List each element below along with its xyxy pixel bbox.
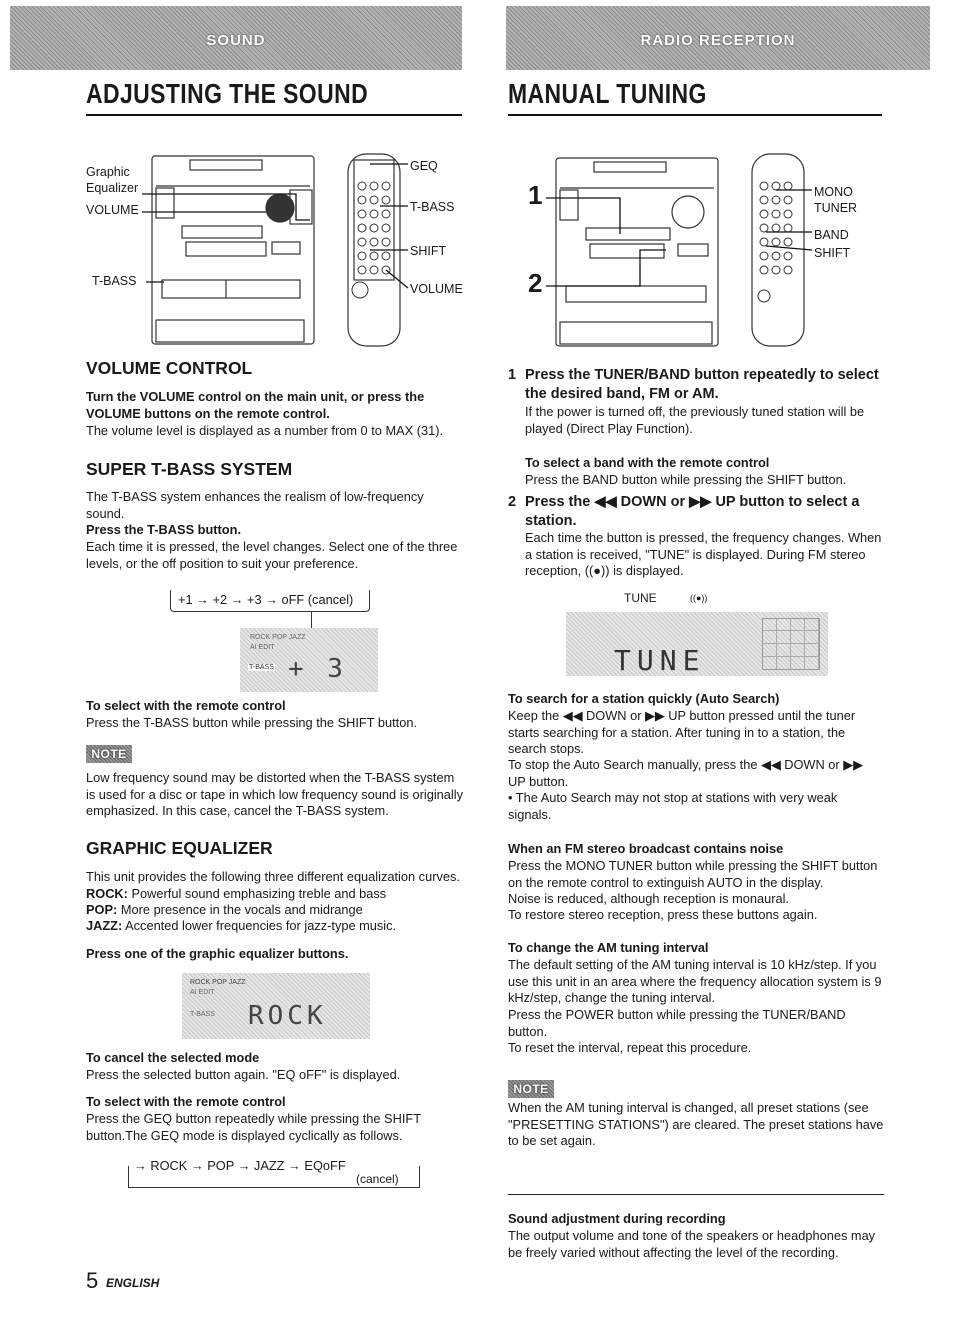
label-graphic-equalizer: Graphic Equalizer [86, 165, 139, 195]
volume-instruction: Turn the VOLUME control on the main unit, or press the VOLUME buttons on the remote control. [86, 389, 425, 421]
geq-remote-heading: To select with the remote control [86, 1094, 286, 1109]
stereo-unit-illustration [86, 150, 466, 350]
fm-noise-text2: Noise is reduced, although reception is monaural. [508, 891, 789, 906]
step-1-text: If the power is turned off, the previously tuned station will be played (Direct Play Function). [525, 404, 865, 436]
tbass-press: Press the T-BASS button. [86, 522, 241, 537]
lcd-tag2: AI EDIT [190, 989, 215, 996]
am-interval-heading: To change the AM tuning interval [508, 940, 709, 955]
page-number: 5 [86, 1268, 99, 1293]
fm-noise-text3: To restore stereo reception, press these buttons again. [508, 907, 818, 922]
stereo-figure-right [520, 150, 900, 350]
am-note-text: When the AM tuning interval is changed, all preset stations (see "PRESETTING STATIONS") are cleared. The preset stations have to be set again. [508, 1100, 884, 1149]
label-geq: GEQ [410, 159, 438, 173]
tbass-note-text: Low frequency sound may be distorted when the T-BASS system is used for a disc or tape in which low frequency sound is originally emphasized. In this case, cancel the T-BASS system. [86, 770, 463, 819]
section-banner-radio [506, 6, 930, 70]
band-remote-text: Press the BAND button while pressing the SHIFT button. [525, 472, 847, 487]
geq-flow-cancel: (cancel) [356, 1172, 399, 1186]
title-rule [86, 114, 462, 116]
geq-cancel-text: Press the selected button again. "EQ oFF" is displayed. [86, 1067, 401, 1082]
fm-noise-heading: When an FM stereo broadcast contains noise [508, 841, 784, 856]
geq-flow: → ROCK → POP → JAZZ → EQoFF [134, 1158, 350, 1175]
label-shift: SHIFT [410, 244, 447, 258]
fm-noise-text: Press the MONO TUNER button while pressing the SHIFT button on the remote control to extinguish AUTO in the display. [508, 858, 878, 890]
recording-text: The output volume and tone of the speakers or headphones may be freely varied without affecting the level of the recording. [508, 1228, 876, 1260]
auto-search-text2: To stop the Auto Search manually, press the ◀◀ DOWN or ▶▶ UP button. [508, 757, 863, 789]
label-volume: VOLUME [86, 203, 139, 217]
am-interval-text3: To reset the interval, repeat this procedure. [508, 1040, 752, 1055]
geq-lcd-display [182, 973, 370, 1039]
lcd-value: + 3 [288, 654, 347, 684]
jazz-label: JAZZ: [86, 918, 123, 933]
step-1-instruction: Press the TUNER/BAND button repeatedly to select the desired band, FM or AM. [525, 367, 879, 402]
page-title-right: MANUAL TUNING [508, 78, 707, 109]
geq-rock [86, 886, 464, 903]
lcd-tags: ROCK POP JAZZ [190, 979, 246, 986]
recording-heading: Sound adjustment during recording [508, 1211, 726, 1226]
heading-graphic-equalizer: GRAPHIC EQUALIZER [86, 838, 273, 858]
label-tbass: T-BASS [92, 274, 137, 288]
step-2-instruction: Press the ◀◀ DOWN or ▶▶ UP button to select a station. [525, 494, 860, 529]
tuning-lcd-display [566, 612, 828, 676]
lcd-tbass-indicator: T-BASS [249, 664, 274, 671]
lcd-stereo-label: ((●)) [690, 593, 708, 603]
figure-step-1: 1 [528, 180, 543, 210]
auto-search-bullet: • The Auto Search may not stop at stations with very weak signals. [508, 790, 838, 822]
lcd-grid [762, 618, 820, 670]
volume-text: The volume level is displayed as a number from 0 to MAX (31). [86, 423, 444, 438]
language-label: ENGLISH [106, 1276, 160, 1290]
rock-text: Powerful sound emphasizing treble and bass [127, 886, 387, 901]
tbass-text: The T-BASS system enhances the realism of low-frequency sound. [86, 489, 424, 521]
label-remote-volume: VOLUME [410, 282, 463, 296]
label-remote-tbass: T-BASS [410, 200, 455, 214]
label-band: BAND [814, 228, 849, 242]
note-badge: NOTE [86, 745, 132, 763]
geq-pop [86, 902, 464, 919]
tbass-text2: Each time it is pressed, the level changes. Select one of the three levels, or the off position to suit your preference. [86, 539, 458, 571]
pop-label: POP: [86, 902, 118, 917]
lcd-value: TUNE [614, 644, 706, 677]
banner-label: SOUND [206, 32, 266, 49]
auto-search-text: Keep the ◀◀ DOWN or ▶▶ UP button pressed until the tuner starts searching for a station. After tuning in to a station, the search stops. [508, 708, 856, 757]
banner-label: RADIO RECEPTION [640, 32, 796, 49]
band-remote-heading: To select a band with the remote control [525, 455, 770, 470]
geq-intro: This unit provides the following three different equalization curves. [86, 869, 460, 884]
jazz-text: Accented lower frequencies for jazz-type music. [122, 918, 397, 933]
page-title-left: ADJUSTING THE SOUND [86, 78, 369, 109]
am-interval-text2: Press the POWER button while pressing the TUNER/BAND button. [508, 1007, 846, 1039]
tbass-cycle: +1 → +2 → +3 → oFF (cancel) [178, 592, 354, 607]
step-2-number: 2 [508, 494, 517, 510]
section-divider [508, 1194, 884, 1195]
auto-search-heading: To search for a station quickly (Auto Search) [508, 691, 780, 706]
tbass-remote-heading: To select with the remote control [86, 698, 286, 713]
step-1-number: 1 [508, 367, 517, 383]
lcd-tags: ROCK POP JAZZ [250, 634, 306, 641]
figure-step-2: 2 [528, 268, 543, 298]
geq-remote-text: Press the GEQ button repeatedly while pressing the SHIFT button.The GEQ mode is displayed cyclically as follows. [86, 1111, 421, 1143]
label-mono-tuner: MONO TUNER [814, 185, 858, 215]
geq-jazz [86, 918, 464, 935]
heading-volume-control: VOLUME CONTROL [86, 358, 253, 378]
tbass-lcd-display [240, 628, 378, 692]
step-2-text: Each time the button is pressed, the frequency changes. When a station is received, "TUNE" is displayed. During FM stereo reception, ((●)) is displayed. [525, 530, 882, 579]
note-badge: NOTE [508, 1080, 554, 1098]
lcd-value: ROCK [248, 1001, 327, 1031]
rock-label: ROCK: [86, 886, 128, 901]
heading-super-tbass: SUPER T-BASS SYSTEM [86, 459, 293, 479]
section-banner-sound [10, 6, 462, 70]
stereo-figure-left [86, 150, 466, 350]
lcd-tag2: AI EDIT [250, 644, 275, 651]
pop-text: More presence in the vocals and midrange [117, 902, 363, 917]
title-rule [508, 114, 882, 116]
tbass-remote-text: Press the T-BASS button while pressing the SHIFT button. [86, 715, 417, 730]
geq-press: Press one of the graphic equalizer buttons. [86, 946, 349, 961]
lcd-tune-label: TUNE [624, 591, 657, 605]
label-shift: SHIFT [814, 246, 851, 260]
lcd-tbass-indicator: T-BASS [190, 1011, 215, 1018]
am-interval-text: The default setting of the AM tuning interval is 10 kHz/step. If you use this unit in an area where the frequency allocation system is 9 kHz/step, change the tuning interval. [508, 957, 882, 1006]
geq-cancel-heading: To cancel the selected mode [86, 1050, 260, 1065]
